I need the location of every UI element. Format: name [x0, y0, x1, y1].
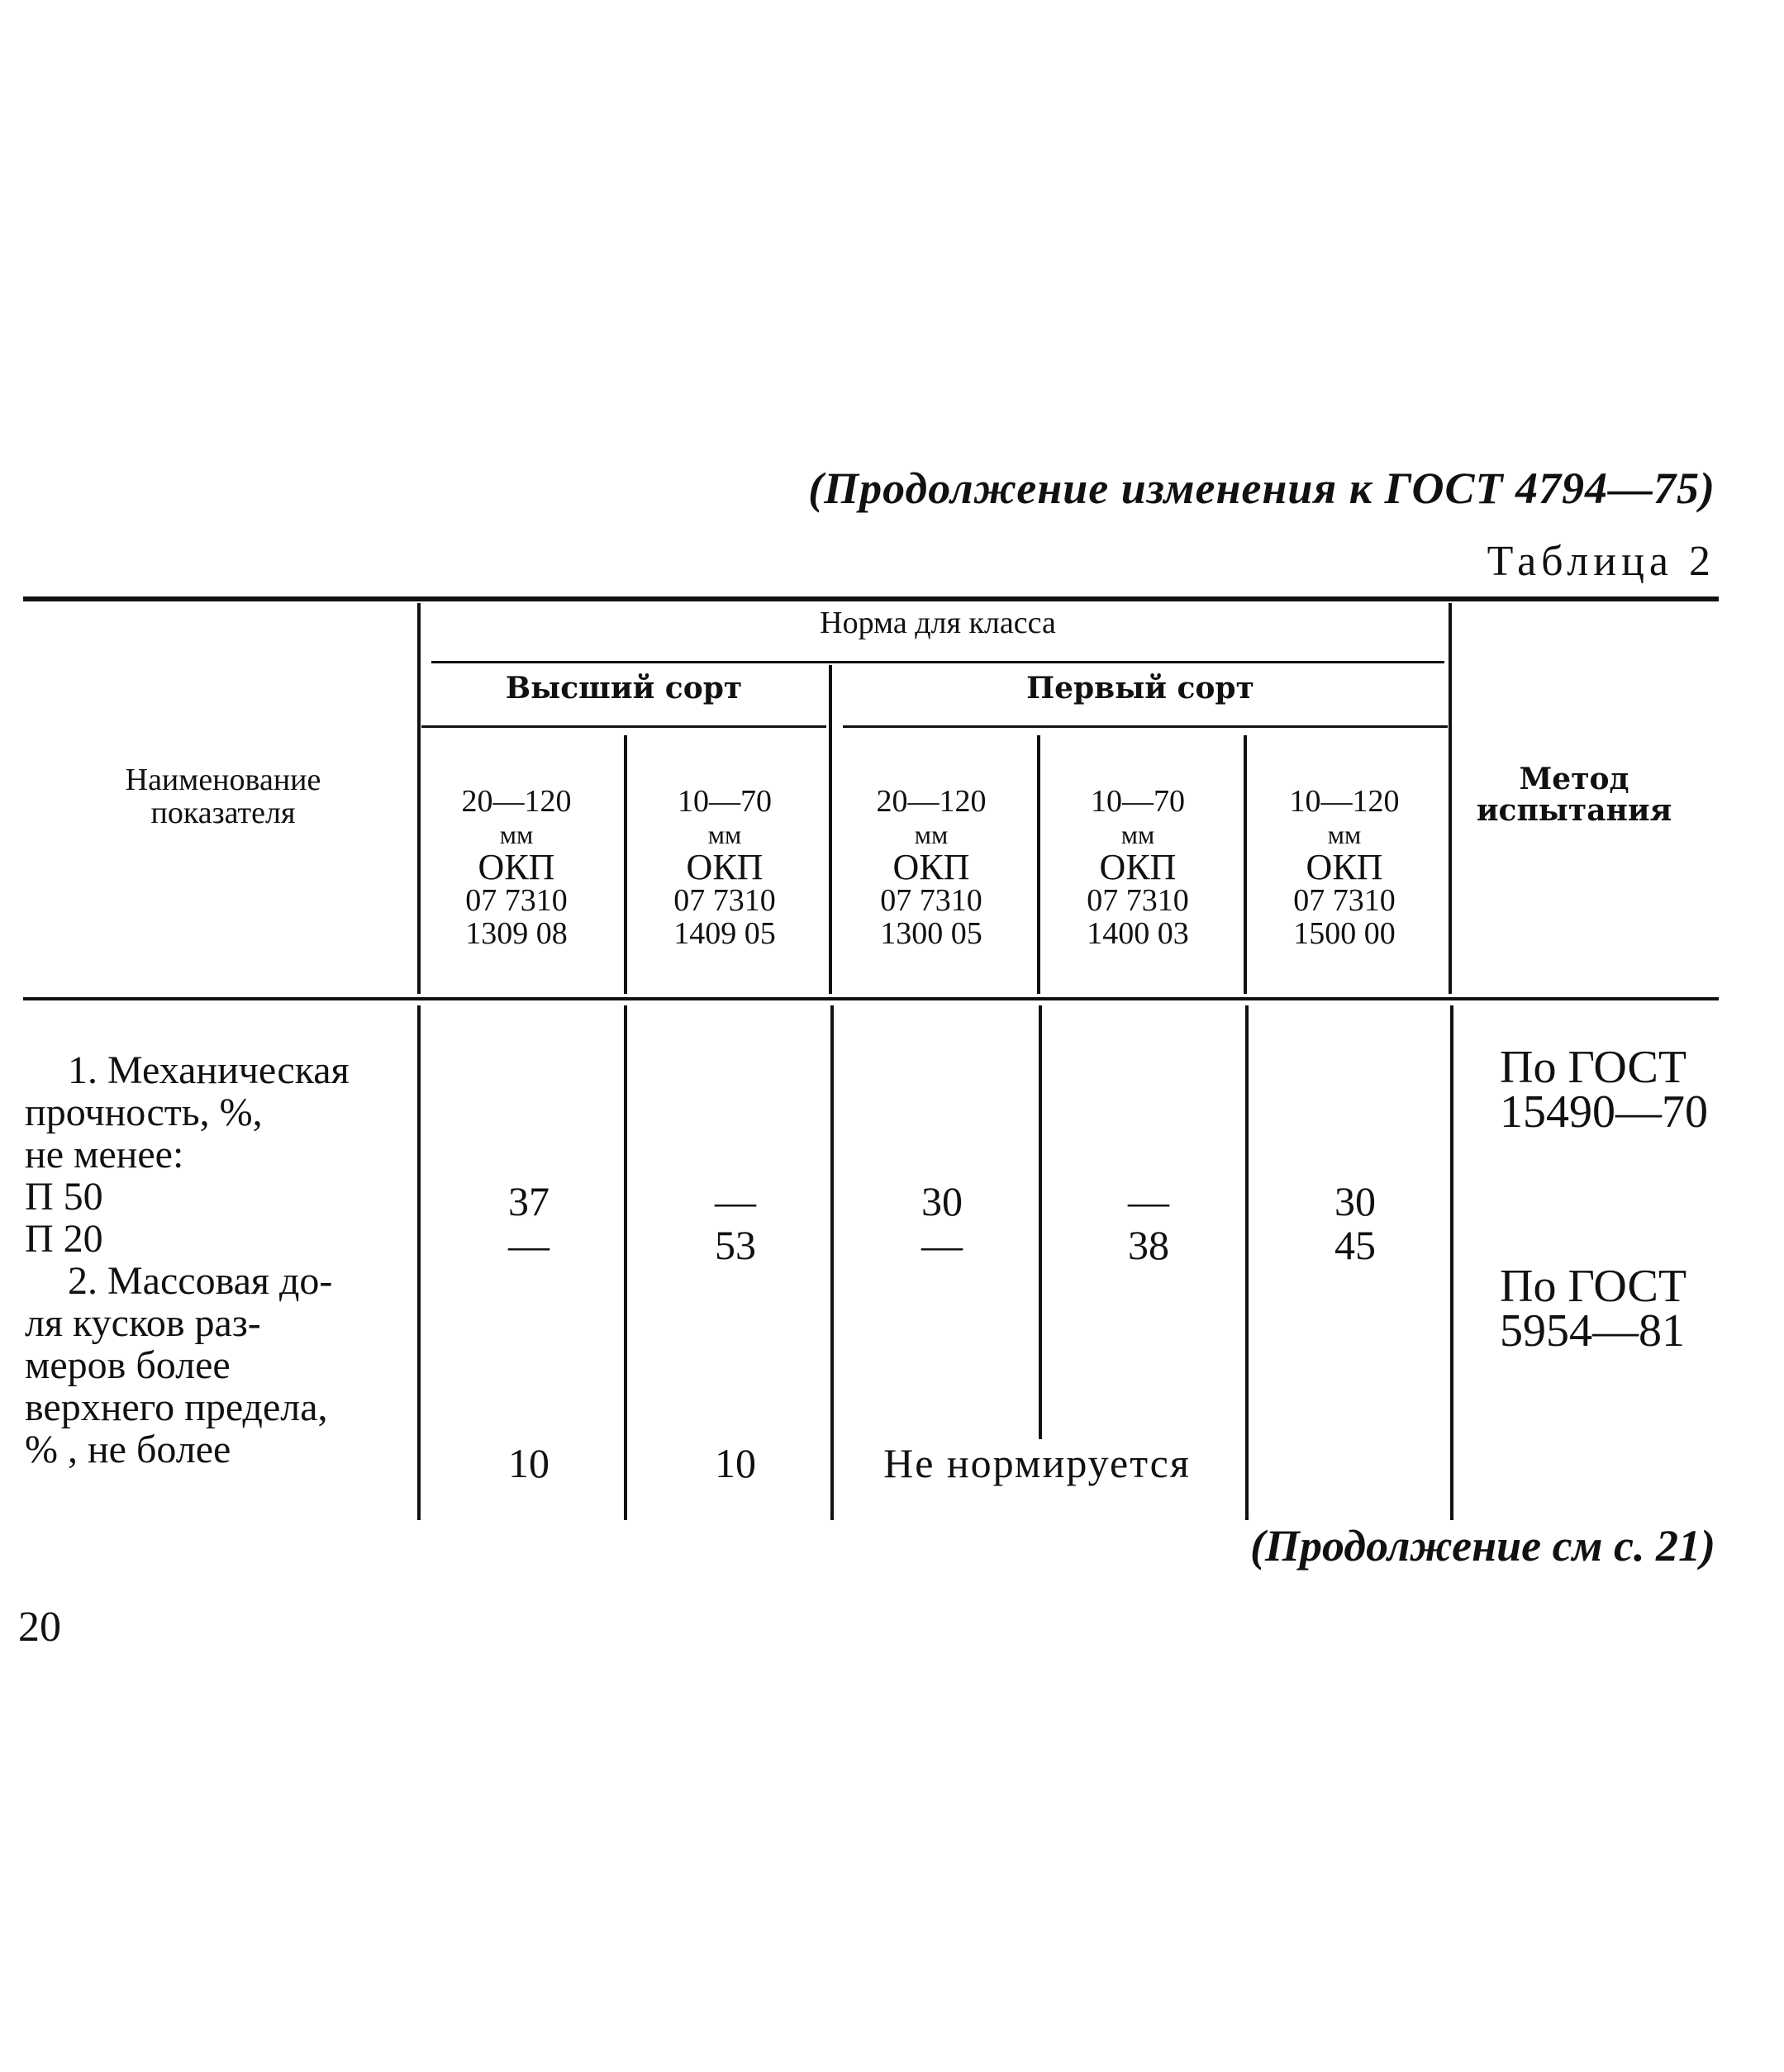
p20-value: — [921, 1222, 963, 1268]
column-code1: 07 7310 [673, 883, 776, 918]
indicator-line: прочность, %, [25, 1091, 263, 1134]
p50-value: 30 [921, 1178, 963, 1224]
p50-value: 30 [1334, 1178, 1376, 1224]
p20-value: 38 [1128, 1222, 1169, 1268]
column-code1: 07 7310 [1087, 883, 1189, 918]
col-divider [417, 1005, 421, 1520]
method-line: 15490—70 [1500, 1086, 1708, 1138]
column-okp: ОКП [1306, 847, 1383, 887]
column-code2: 1309 08 [465, 916, 568, 951]
column-okp: ОКП [892, 847, 970, 887]
col-divider [624, 1005, 627, 1520]
indicator-line: 1. Механическая [68, 1048, 350, 1092]
column-unit: мм [1120, 820, 1155, 849]
not-normed-label: Не нормируется [835, 1439, 1239, 1487]
continuation-footer: (Продолжение см с. 21) [1250, 1521, 1715, 1571]
column-code2: 1500 00 [1293, 916, 1396, 951]
column-okp: ОКП [478, 847, 555, 887]
header-grade-high: Высший сорт [505, 671, 743, 706]
oversize-value: 10 [508, 1440, 549, 1486]
method-gost-15490 [1500, 1042, 1708, 1138]
column-header-1 [421, 785, 611, 950]
p20-value: 45 [1334, 1222, 1376, 1268]
page-number: 20 [18, 1604, 61, 1651]
column-unit: мм [499, 820, 534, 849]
col-divider [1450, 1005, 1453, 1520]
col-divider [829, 665, 832, 994]
p50-value: — [1128, 1178, 1169, 1224]
method-line: По ГОСТ [1500, 1042, 1687, 1093]
col-divider [830, 1005, 834, 1520]
p20-value: — [508, 1222, 549, 1268]
column-code1: 07 7310 [465, 883, 568, 918]
column-code1: 07 7310 [880, 883, 982, 918]
header-grade-first: Первый сорт [1026, 671, 1254, 706]
column-header-5 [1249, 785, 1439, 950]
header-bottom-rule [23, 997, 1719, 1000]
column-size: 10—70 [678, 784, 772, 819]
indicator-line: 2. Массовая до- [68, 1259, 333, 1303]
column-size: 10—70 [1091, 784, 1185, 819]
col-divider [1245, 1005, 1249, 1520]
p50-value: — [715, 1178, 756, 1224]
grade-high-rule [421, 725, 826, 728]
indicator-line: ля кусков раз- [25, 1301, 261, 1345]
table-label: Таблица 2 [1487, 538, 1715, 585]
col-divider [1037, 735, 1040, 994]
method-gost-5954 [1500, 1261, 1687, 1357]
col-divider [1244, 735, 1247, 994]
column-size: 20—120 [461, 784, 572, 819]
column-unit: мм [914, 820, 949, 849]
col-divider [624, 735, 627, 994]
indicator-mechanical-strength [25, 1049, 350, 1260]
column-header-2 [630, 785, 820, 950]
p50-value: 37 [508, 1178, 549, 1224]
indicator-oversize-fraction [25, 1260, 332, 1471]
column-okp: ОКП [686, 847, 764, 887]
oversize-value: 10 [715, 1440, 756, 1486]
column-code2: 1409 05 [673, 916, 776, 951]
column-code2: 1300 05 [880, 916, 982, 951]
table-top-rule [23, 596, 1719, 601]
indicator-line: не менее: [25, 1133, 184, 1176]
indicator-line: верхнего предела, [25, 1385, 328, 1429]
header-indicator: Наименование показателя [125, 763, 321, 830]
method-line: 5954—81 [1500, 1305, 1685, 1357]
header-method: Метод испытания [1476, 762, 1672, 828]
p20-value: 53 [715, 1222, 756, 1268]
column-unit: мм [1327, 820, 1362, 849]
header-norm: Норма для класса [820, 606, 1056, 640]
col-divider [1039, 1005, 1042, 1439]
column-size: 20—120 [876, 784, 987, 819]
indicator-p50-label: П 50 [25, 1175, 103, 1219]
indicator-line: меров более [25, 1343, 231, 1387]
column-header-3 [836, 785, 1026, 950]
column-unit: мм [707, 820, 742, 849]
continuation-header: (Продолжение изменения к ГОСТ 4794—75) [808, 463, 1715, 513]
column-okp: ОКП [1099, 847, 1177, 887]
norm-rule [431, 661, 1444, 663]
col-divider [1449, 603, 1452, 994]
column-code2: 1400 03 [1087, 916, 1189, 951]
indicator-line: % , не более [25, 1428, 231, 1471]
indicator-p20-label: П 20 [25, 1217, 103, 1261]
grade-first-rule [843, 725, 1448, 728]
column-size: 10—120 [1289, 784, 1400, 819]
method-line: По ГОСТ [1500, 1261, 1687, 1312]
column-code1: 07 7310 [1293, 883, 1396, 918]
col-divider [417, 603, 421, 994]
column-header-4 [1043, 785, 1233, 950]
